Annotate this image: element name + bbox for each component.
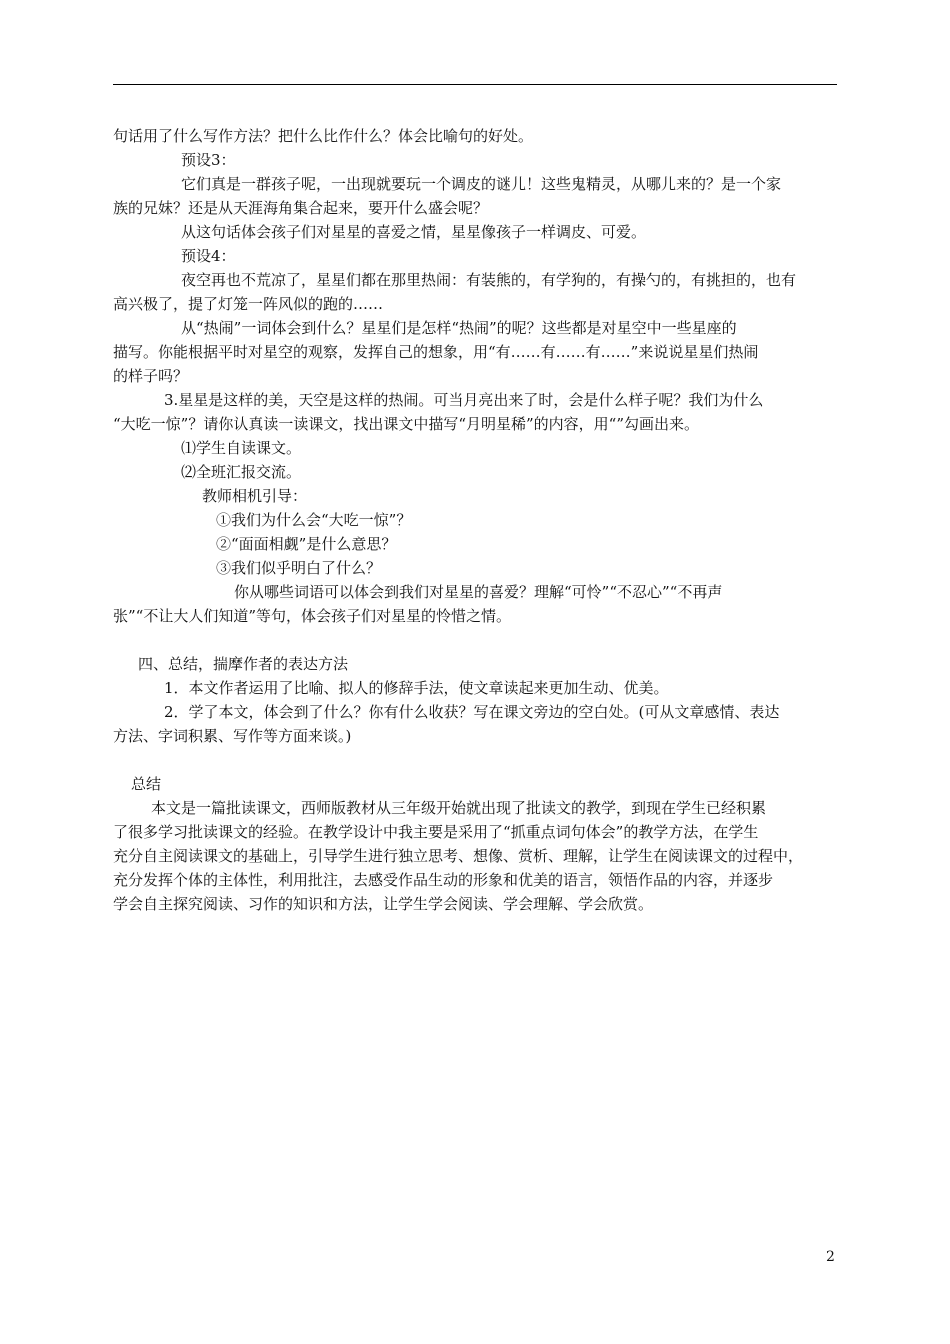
paragraph-line: “大吃一惊”？请你认真读一读课文，找出课文中描写“月明星稀”的内容，用“”勾画出来。 xyxy=(113,415,700,433)
paragraph-line: 了很多学习批读课文的经验。在教学设计中我主要是采用了“抓重点词句体会”的教学方法，在学生 xyxy=(113,823,759,841)
paragraph-line: 从这句话体会孩子们对星星的喜爱之情，星星像孩子一样调皮、可爱。 xyxy=(181,223,647,241)
paragraph-line: 句话用了什么写作方法？把什么比作什么？体会比喻句的好处。 xyxy=(113,127,534,145)
preset-label: 预设3： xyxy=(181,151,236,169)
paragraph-line: 描写。你能根据平时对星空的观察，发挥自己的想象，用“有……有……有……”来说说星星们热闹 xyxy=(113,343,759,361)
list-item: ①我们为什么会“大吃一惊”？ xyxy=(216,511,412,529)
list-item: 1．本文作者运用了比喻、拟人的修辞手法，使文章读起来更加生动、优美。 xyxy=(164,679,669,697)
header-rule xyxy=(113,84,837,85)
page-number: 2 xyxy=(826,1249,835,1265)
list-item: ②“面面相觑”是什么意思？ xyxy=(216,535,397,553)
paragraph-line: 你从哪些词语可以体会到我们对星星的喜爱？理解“可怜”“不忍心”“不再声 xyxy=(234,583,723,601)
quote-line: 族的兄妹？还是从天涯海角集合起来，要开什么盛会呢？ xyxy=(113,199,489,217)
paragraph-line: 从“热闹”一词体会到什么？星星们是怎样“热闹”的呢？这些都是对星空中一些星座的 xyxy=(181,319,737,337)
paragraph-line: 本文是一篇批读课文，西师版教材从三年级开始就出现了批读文的教学，到现在学生已经积累 xyxy=(151,799,767,817)
paragraph-line: 学会自主探究阅读、习作的知识和方法，让学生学会阅读、学会理解、学会欣赏。 xyxy=(113,895,654,913)
section-heading: 总结 xyxy=(131,775,162,793)
preset-label: 预设4： xyxy=(181,247,236,265)
list-item: ③我们似乎明白了什么？ xyxy=(216,559,382,577)
paragraph-line: 张”“不让大人们知道”等句，体会孩子们对星星的怜惜之情。 xyxy=(113,607,512,625)
paragraph-line: 3.星星是这样的美，天空是这样的热闹。可当月亮出来了时，会是什么样子呢？我们为什么 xyxy=(164,391,764,409)
paragraph-line: 充分发挥个体的主体性，利用批注，去感受作品生动的形象和优美的语言，领悟作品的内容，并逐步 xyxy=(113,871,774,889)
paragraph-line: 的样子吗？ xyxy=(113,367,189,385)
list-item: ⑵全班汇报交流。 xyxy=(181,463,302,481)
paragraph-line: 教师相机引导： xyxy=(202,487,308,505)
quote-line: 夜空再也不荒凉了，星星们都在那里热闹：有装熊的，有学狗的，有操勺的，有挑担的，也有 xyxy=(181,271,797,289)
section-heading: 四、总结，揣摩作者的表达方法 xyxy=(138,655,349,673)
list-item: ⑴学生自读课文。 xyxy=(181,439,302,457)
quote-line: 高兴极了，提了灯笼一阵风似的跑的…… xyxy=(113,295,384,313)
quote-line: 它们真是一群孩子呢，一出现就要玩一个调皮的谜儿！这些鬼精灵，从哪儿来的？是一个家 xyxy=(181,175,782,193)
list-item: 2．学了本文，体会到了什么？你有什么收获？写在课文旁边的空白处。(可从文章感情、表达 xyxy=(164,703,780,721)
paragraph-line: 充分自主阅读课文的基础上，引导学生进行独立思考、想像、赏析、理解，让学生在阅读课文的过程中， xyxy=(113,847,804,865)
paragraph-line: 方法、字词积累、写作等方面来谈。) xyxy=(113,727,352,745)
